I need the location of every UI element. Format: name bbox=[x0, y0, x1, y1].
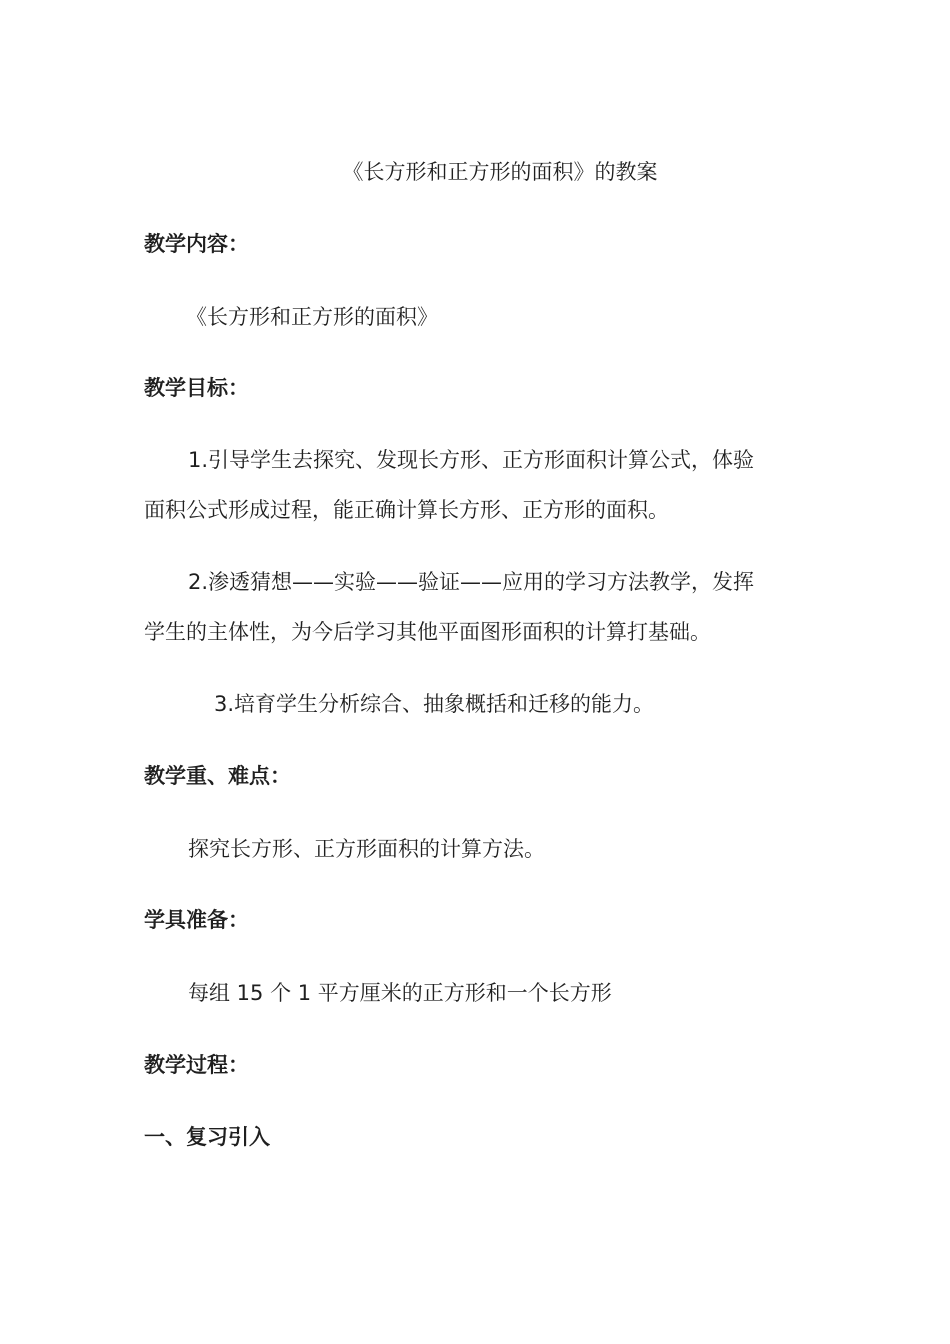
goal-2-line-2: 学生的主体性，为今后学习其他平面图形面积的计算打基础。 bbox=[144, 620, 711, 644]
document-title: 《长方形和正方形的面积》的教案 bbox=[342, 160, 658, 184]
goal-3: 3.培育学生分析综合、抽象概括和迁移的能力。 bbox=[214, 692, 655, 716]
materials-heading: 学具准备： bbox=[144, 908, 249, 932]
goal-1-line-2: 面积公式形成过程，能正确计算长方形、正方形的面积。 bbox=[144, 498, 669, 522]
part-1-heading: 一、复习引入 bbox=[144, 1125, 270, 1149]
key-points-heading: 教学重、难点： bbox=[144, 764, 291, 788]
key-points-text: 探究长方形、正方形面积的计算方法。 bbox=[188, 837, 545, 861]
teaching-content-text: 《长方形和正方形的面积》 bbox=[186, 305, 438, 329]
teaching-content-heading: 教学内容： bbox=[144, 232, 249, 256]
teaching-process-heading: 教学过程： bbox=[144, 1053, 249, 1077]
goal-1-line-1: 1.引导学生去探究、发现长方形、正方形面积计算公式，体验 bbox=[188, 448, 755, 472]
goal-2-line-1: 2.渗透猜想——实验——验证——应用的学习方法教学，发挥 bbox=[188, 570, 755, 594]
teaching-goals-heading: 教学目标： bbox=[144, 376, 249, 400]
materials-text: 每组 15 个 1 平方厘米的正方形和一个长方形 bbox=[188, 981, 612, 1005]
